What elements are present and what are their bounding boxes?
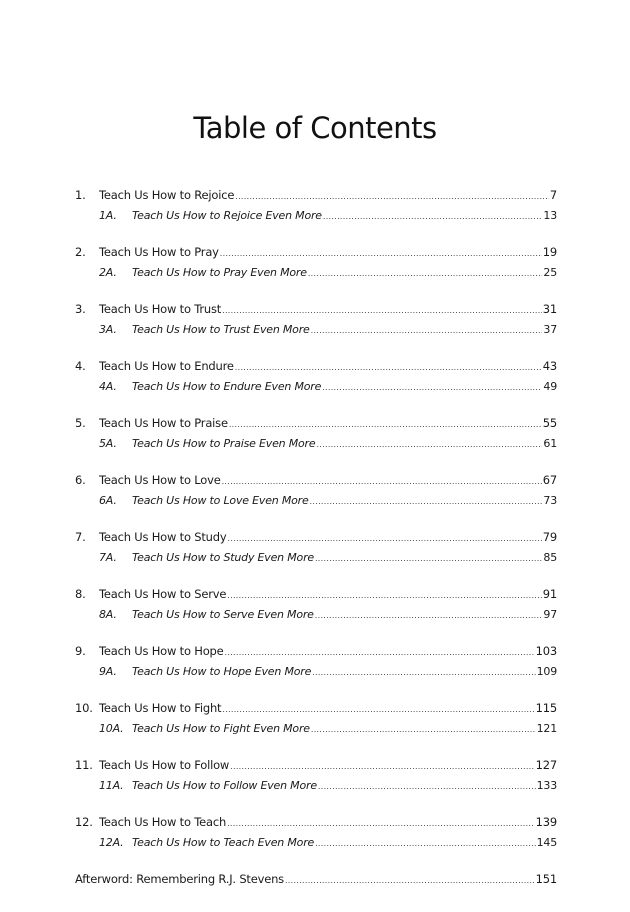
toc-subentry-title: Teach Us How to Endure Even More xyxy=(132,379,322,393)
toc-subentry-title: Teach Us How to Praise Even More xyxy=(132,436,316,450)
toc-subentry-title: Teach Us How to Serve Even More xyxy=(132,607,314,621)
toc-entry[interactable] xyxy=(75,528,557,549)
toc-entry-number: 2. xyxy=(75,245,86,259)
dot-leader xyxy=(235,357,542,378)
toc-group xyxy=(75,357,557,397)
toc-subentry[interactable] xyxy=(75,435,557,455)
toc-subentry-title: Teach Us How to Trust Even More xyxy=(132,322,310,336)
dot-leader xyxy=(318,777,536,797)
toc-subentry-title: Teach Us How to Rejoice Even More xyxy=(132,208,322,222)
toc-group xyxy=(75,642,557,682)
toc-entry-title: Teach Us How to Hope xyxy=(99,644,224,658)
toc-subentry-number: 6A. xyxy=(99,493,117,507)
toc-entry-number: 1. xyxy=(75,188,86,202)
table-of-contents xyxy=(75,186,557,891)
toc-subentry-number: 12A. xyxy=(99,835,124,849)
toc-entry-page: 43 xyxy=(542,359,557,373)
dot-leader xyxy=(227,585,542,606)
toc-entry-page: 55 xyxy=(542,416,557,430)
toc-entry-title: Teach Us How to Fight xyxy=(99,701,222,715)
toc-entry-number: 4. xyxy=(75,359,86,373)
toc-subentry-title: Teach Us How to Study Even More xyxy=(132,550,314,564)
dot-leader xyxy=(312,663,535,683)
toc-group xyxy=(75,300,557,340)
toc-subentry-page: 61 xyxy=(543,436,557,450)
toc-subentry-page: 121 xyxy=(536,721,557,735)
toc-entry-title: Teach Us How to Serve xyxy=(99,587,227,601)
dot-leader xyxy=(230,756,534,777)
toc-entry-number: 3. xyxy=(75,302,86,316)
dot-leader xyxy=(222,471,542,492)
toc-entry-page: 115 xyxy=(535,701,557,715)
toc-entry[interactable] xyxy=(75,756,557,777)
toc-subentry-number: 5A. xyxy=(99,436,117,450)
toc-subentry-page: 97 xyxy=(543,607,557,621)
toc-entry-page: 127 xyxy=(535,758,557,772)
toc-entry-page: 19 xyxy=(542,245,557,259)
toc-group xyxy=(75,471,557,511)
toc-subentry[interactable] xyxy=(75,492,557,512)
dot-leader xyxy=(316,435,542,455)
toc-subentry-title: Teach Us How to Teach Even More xyxy=(132,835,315,849)
toc-entry-page: 151 xyxy=(535,872,557,886)
toc-subentry[interactable] xyxy=(75,207,557,227)
toc-subentry-title: Teach Us How to Pray Even More xyxy=(132,265,307,279)
toc-entry-number: 9. xyxy=(75,644,86,658)
dot-leader xyxy=(315,606,543,626)
toc-group xyxy=(75,585,557,625)
toc-subentry-page: 145 xyxy=(536,835,557,849)
toc-entry[interactable] xyxy=(75,471,557,492)
toc-subentry[interactable] xyxy=(75,720,557,740)
dot-leader xyxy=(322,378,542,398)
dot-leader xyxy=(308,264,543,284)
dot-leader xyxy=(227,813,535,834)
toc-entry-number: 10. xyxy=(75,701,93,715)
toc-group xyxy=(75,186,557,226)
toc-entry-title: Teach Us How to Love xyxy=(99,473,221,487)
toc-entry-title: Teach Us How to Study xyxy=(99,530,227,544)
toc-entry-number: 5. xyxy=(75,416,86,430)
toc-subentry[interactable] xyxy=(75,378,557,398)
toc-subentry[interactable] xyxy=(75,777,557,797)
toc-entry-title: Teach Us How to Trust xyxy=(99,302,222,316)
dot-leader xyxy=(315,549,542,569)
toc-subentry-title: Teach Us How to Hope Even More xyxy=(132,664,312,678)
dot-leader xyxy=(311,720,536,740)
toc-entry-page: 103 xyxy=(535,644,557,658)
dot-leader xyxy=(220,243,542,264)
toc-subentry-number: 2A. xyxy=(99,265,117,279)
toc-group xyxy=(75,243,557,283)
toc-subentry-number: 1A. xyxy=(99,208,117,222)
toc-entry[interactable] xyxy=(75,699,557,720)
toc-entry-title: Teach Us How to Rejoice xyxy=(99,188,235,202)
dot-leader xyxy=(227,528,541,549)
toc-subentry-number: 7A. xyxy=(99,550,117,564)
toc-entry-number: 12. xyxy=(75,815,93,829)
dot-leader xyxy=(222,300,542,321)
toc-subentry[interactable] xyxy=(75,663,557,683)
toc-subentry[interactable] xyxy=(75,834,557,854)
toc-entry-title: Afterword: Remembering R.J. Stevens xyxy=(75,872,284,886)
toc-entry-page: 139 xyxy=(535,815,557,829)
toc-entry-page: 79 xyxy=(542,530,557,544)
dot-leader xyxy=(222,699,534,720)
toc-entry-title: Teach Us How to Endure xyxy=(99,359,234,373)
toc-subentry-page: 13 xyxy=(543,208,557,222)
toc-entry-page: 67 xyxy=(542,473,557,487)
toc-entry-title: Teach Us How to Teach xyxy=(99,815,227,829)
toc-subentry-title: Teach Us How to Follow Even More xyxy=(132,778,317,792)
dot-leader xyxy=(229,414,542,435)
toc-group xyxy=(75,528,557,568)
toc-entry[interactable] xyxy=(75,585,557,606)
toc-subentry[interactable] xyxy=(75,264,557,284)
toc-subentry-number: 4A. xyxy=(99,379,117,393)
toc-subentry-number: 3A. xyxy=(99,322,117,336)
toc-subentry-page: 85 xyxy=(543,550,557,564)
toc-subentry-page: 133 xyxy=(536,778,557,792)
toc-subentry-number: 10A. xyxy=(99,721,124,735)
toc-entry[interactable] xyxy=(75,813,557,834)
toc-entry-number: 8. xyxy=(75,587,86,601)
toc-entry-page: 91 xyxy=(542,587,557,601)
toc-subentry-number: 8A. xyxy=(99,607,117,621)
toc-group xyxy=(75,813,557,853)
toc-subentry-page: 49 xyxy=(543,379,557,393)
toc-entry-title: Teach Us How to Pray xyxy=(99,245,219,259)
toc-entry[interactable] xyxy=(75,300,557,321)
toc-subentry-number: 11A. xyxy=(99,778,124,792)
dot-leader xyxy=(310,492,543,512)
toc-entry-number: 7. xyxy=(75,530,86,544)
toc-entry-page: 7 xyxy=(549,188,557,202)
toc-entry-title: Teach Us How to Praise xyxy=(99,416,228,430)
toc-entry[interactable] xyxy=(75,186,557,207)
dot-leader xyxy=(285,870,535,891)
toc-subentry-number: 9A. xyxy=(99,664,117,678)
toc-entry[interactable] xyxy=(75,243,557,264)
toc-entry[interactable] xyxy=(75,414,557,435)
page-title: Table of Contents xyxy=(193,111,437,145)
toc-subentry[interactable] xyxy=(75,606,557,626)
toc-subentry-page: 73 xyxy=(543,493,557,507)
toc-subentry-title: Teach Us How to Love Even More xyxy=(132,493,309,507)
toc-subentry-page: 37 xyxy=(543,322,557,336)
toc-entry[interactable] xyxy=(75,357,557,378)
dot-leader xyxy=(311,321,543,341)
toc-subentry[interactable] xyxy=(75,549,557,569)
toc-group xyxy=(75,756,557,796)
toc-entry-page: 31 xyxy=(542,302,557,316)
toc-entry[interactable] xyxy=(75,642,557,663)
dot-leader xyxy=(315,834,536,854)
toc-subentry[interactable] xyxy=(75,321,557,341)
toc-entry-number: 11. xyxy=(75,758,93,772)
toc-group xyxy=(75,699,557,739)
toc-entry-afterword[interactable] xyxy=(75,870,557,891)
toc-subentry-page: 25 xyxy=(543,265,557,279)
toc-group xyxy=(75,414,557,454)
toc-subentry-page: 109 xyxy=(536,664,557,678)
dot-leader xyxy=(235,186,549,207)
dot-leader xyxy=(225,642,535,663)
toc-subentry-title: Teach Us How to Fight Even More xyxy=(132,721,310,735)
toc-entry-title: Teach Us How to Follow xyxy=(99,758,230,772)
dot-leader xyxy=(323,207,543,227)
toc-entry-number: 6. xyxy=(75,473,86,487)
